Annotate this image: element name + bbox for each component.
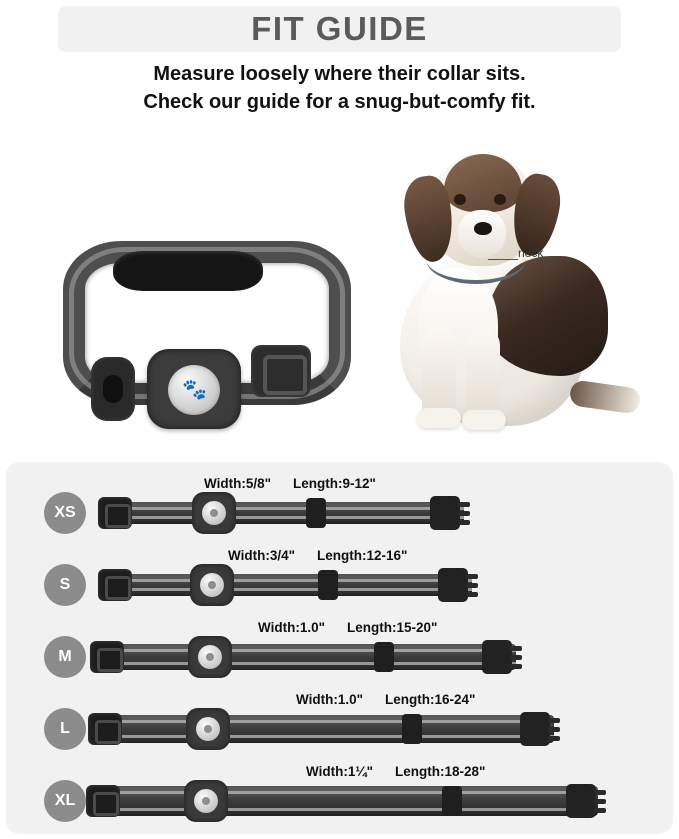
airtag-holder-xs	[192, 492, 236, 534]
clip-prong-top-l	[548, 718, 560, 723]
clip-prong-bottom-xs	[458, 520, 470, 525]
size-badge-xl: XL	[44, 780, 86, 822]
dog-paw-right	[462, 410, 506, 430]
size-length-xs: Length:9-12"	[293, 476, 376, 491]
collar-clip-m	[482, 640, 512, 674]
clip-prong-top-xl	[594, 790, 606, 795]
hero-section	[0, 126, 679, 456]
clip-prong-bottom-s	[466, 592, 478, 597]
subtitle-line-2: Check our guide for a snug-but-comfy fit.	[143, 91, 536, 113]
clip-prong-mid-xs	[458, 511, 470, 516]
subtitle-line-1: Measure loosely where their collar sits.	[153, 63, 526, 85]
clip-prong-top-s	[466, 574, 478, 579]
paw-print-icon: 🐾	[182, 379, 207, 401]
size-width-xs: Width:5/8"	[204, 476, 272, 491]
clip-prong-bottom-xl	[594, 808, 606, 813]
collar-slider-m	[374, 642, 394, 672]
collar-neoprene-pad	[113, 251, 263, 291]
size-dims-xl	[306, 764, 485, 784]
size-dims-s	[228, 548, 407, 568]
subtitle-block	[0, 60, 679, 116]
clip-prong-bottom-m	[510, 664, 522, 669]
size-length-s: Length:12-16"	[317, 548, 408, 563]
size-row-m	[6, 620, 673, 694]
title-banner	[58, 6, 621, 52]
collar-strap-loop	[91, 357, 135, 421]
size-dims-l	[296, 692, 475, 712]
collar-product-image	[55, 231, 315, 406]
collar-strip-l	[114, 715, 554, 743]
dog-paw-left	[417, 408, 461, 428]
collar-slider-xs	[306, 498, 326, 528]
airtag-holder-l	[186, 708, 230, 750]
airtag-holder-m	[188, 636, 232, 678]
collar-slider-l	[402, 714, 422, 744]
clip-prong-mid-s	[466, 583, 478, 588]
size-row-l	[6, 692, 673, 766]
neck-label: neck	[518, 246, 544, 260]
airtag-disc-l	[196, 717, 220, 741]
size-badge-m: M	[44, 636, 86, 678]
clip-prong-mid-xl	[594, 799, 606, 804]
size-badge-xs: XS	[44, 492, 86, 534]
collar-strip-xs	[124, 502, 464, 524]
clip-prong-mid-l	[548, 727, 560, 732]
collar-strip-s	[124, 574, 472, 596]
size-width-xl: Width:1¼"	[306, 764, 374, 779]
size-length-l: Length:16-24"	[385, 692, 476, 707]
dog-eye-right	[494, 194, 506, 205]
airtag-disc-xs	[202, 501, 226, 525]
collar-clip-xs	[430, 496, 460, 530]
airtag-disc	[168, 365, 220, 415]
collar-buckle	[251, 345, 311, 397]
size-length-m: Length:15-20"	[347, 620, 438, 635]
collar-clip-l	[520, 712, 550, 746]
airtag-disc-s	[200, 573, 224, 597]
dog-nose	[474, 222, 492, 235]
airtag-disc-m	[198, 645, 222, 669]
dog-image	[370, 136, 640, 446]
collar-buckle-xs	[98, 497, 132, 529]
collar-buckle-s	[98, 569, 132, 601]
page-title: FIT GUIDE	[251, 10, 428, 47]
collar-slider-s	[318, 570, 338, 600]
collar-clip-xl	[566, 784, 596, 818]
size-row-s	[6, 548, 673, 622]
collar-buckle-l	[88, 713, 122, 745]
clip-prong-top-m	[510, 646, 522, 651]
collar-clip-s	[438, 568, 468, 602]
collar-strip-m	[116, 644, 516, 670]
collar-slider-xl	[442, 786, 462, 816]
airtag-holder-s	[190, 564, 234, 606]
neck-leader-line	[488, 259, 518, 260]
size-width-m: Width:1.0"	[258, 620, 326, 635]
size-width-l: Width:1.0"	[296, 692, 364, 707]
size-badge-l: L	[44, 708, 86, 750]
size-chart-panel	[6, 462, 673, 834]
dog-tail	[569, 379, 642, 414]
size-width-s: Width:3/4"	[228, 548, 296, 563]
dog-eye-left	[454, 194, 466, 205]
airtag-holder	[147, 349, 241, 429]
size-length-xl: Length:18-28"	[395, 764, 486, 779]
clip-prong-mid-m	[510, 655, 522, 660]
airtag-disc-xl	[194, 789, 218, 813]
clip-prong-top-xs	[458, 502, 470, 507]
size-row-xl	[6, 764, 673, 838]
clip-prong-bottom-l	[548, 736, 560, 741]
airtag-holder-xl	[184, 780, 228, 822]
size-badge-s: S	[44, 564, 86, 606]
collar-buckle-m	[90, 641, 124, 673]
size-dims-m	[258, 620, 437, 640]
collar-buckle-xl	[86, 785, 120, 817]
size-row-xs	[6, 476, 673, 550]
